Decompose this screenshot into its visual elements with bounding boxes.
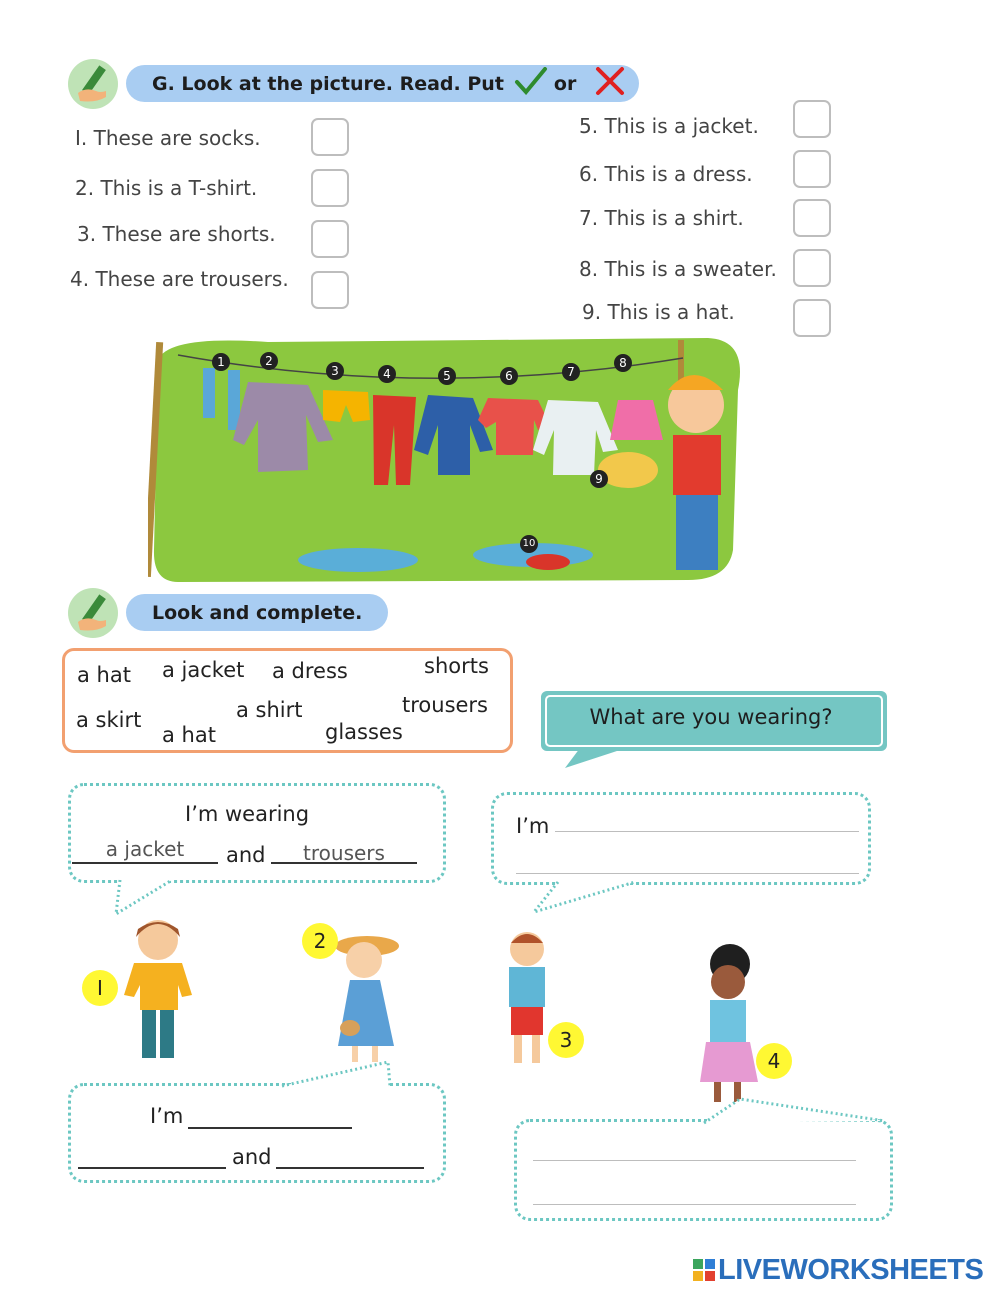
- bubble-1-blank-1: [72, 862, 218, 864]
- logo-mark-icon: [693, 1259, 715, 1281]
- logo-text: LIVEWORKSHEETS: [718, 1253, 984, 1286]
- answer-box-7[interactable]: [793, 199, 831, 237]
- picture-number-5: 5: [438, 367, 456, 385]
- bubble-2-text: I’m: [516, 814, 550, 838]
- word-bank-item: a skirt: [76, 708, 142, 732]
- picture-number-6: 6: [500, 367, 518, 385]
- word-bank-item: a dress: [272, 659, 348, 683]
- question-4: 4. These are trousers.: [70, 267, 289, 291]
- picture-number-4: 4: [378, 365, 396, 383]
- speech-bubble-2: [491, 792, 871, 885]
- check-icon: [514, 67, 548, 100]
- answer-box-4[interactable]: [311, 271, 349, 309]
- bubble-2-line-2[interactable]: [516, 873, 859, 874]
- word-bank-item: glasses: [325, 720, 403, 744]
- section-g-header: [126, 65, 639, 102]
- picture-number-7: 7: [562, 363, 580, 381]
- bubble-3-text: I’m: [150, 1104, 184, 1128]
- word-bank-item: shorts: [424, 654, 489, 678]
- bubble-4-line-1[interactable]: [533, 1160, 856, 1161]
- question-bubble: [540, 690, 888, 752]
- question-2: 2. This is a T-shirt.: [75, 176, 258, 200]
- answer-box-3[interactable]: [311, 220, 349, 258]
- kid-4-image: [692, 942, 762, 1107]
- bubble-4-line-2[interactable]: [533, 1204, 856, 1205]
- question-8: 8. This is a sweater.: [579, 257, 777, 281]
- picture-number-1: 1: [212, 353, 230, 371]
- speech-bubble-1-tail: [112, 878, 182, 918]
- pencil-icon: [68, 59, 118, 109]
- speech-bubble-1: [68, 783, 446, 883]
- speech-bubble-4: [514, 1119, 893, 1221]
- liveworksheets-logo: [693, 1254, 993, 1286]
- word-bank-item: a hat: [77, 663, 131, 687]
- answer-box-8[interactable]: [793, 249, 831, 287]
- question-7: 7. This is a shirt.: [579, 206, 744, 230]
- word-bank-item: a shirt: [236, 698, 303, 722]
- picture-number-2: 2: [260, 352, 278, 370]
- question-3: 3. These are shorts.: [77, 222, 276, 246]
- section-complete-header: [126, 594, 388, 631]
- speech-bubble-3-tail: [280, 1060, 400, 1090]
- bubble-3-blank-1[interactable]: [188, 1127, 352, 1129]
- question-9: 9. This is a hat.: [582, 300, 735, 324]
- answer-box-2[interactable]: [311, 169, 349, 207]
- kid-number-1: I: [82, 970, 118, 1006]
- bubble-2-line-1[interactable]: [555, 831, 859, 832]
- question-6: 6. This is a dress.: [579, 162, 753, 186]
- bubble-1-answer-1[interactable]: a jacket: [105, 837, 185, 861]
- word-bank-item: a hat: [162, 723, 216, 747]
- answer-box-5[interactable]: [793, 100, 831, 138]
- kid-number-2: 2: [302, 923, 338, 959]
- picture-number-3: 3: [326, 362, 344, 380]
- section-complete-title: Look and complete.: [152, 601, 363, 624]
- question-5: 5. This is a jacket.: [579, 114, 759, 138]
- clothesline-picture: [148, 330, 760, 585]
- pencil-icon: [68, 588, 118, 638]
- kid-1-image: [120, 915, 200, 1065]
- section-g-title: G. Look at the picture. Read. Put: [152, 72, 504, 95]
- bubble-1-and: and: [226, 843, 266, 867]
- bubble-1-blank-2: [271, 862, 417, 864]
- kid-3-image: [497, 925, 557, 1070]
- word-bank-item: trousers: [402, 693, 488, 717]
- kid-number-3: 3: [548, 1022, 584, 1058]
- word-bank-item: a jacket: [162, 658, 245, 682]
- picture-number-8: 8: [614, 354, 632, 372]
- bubble-1-text: I’m wearing: [185, 802, 310, 826]
- speech-bubble-4-tail: [700, 1095, 890, 1125]
- or-word: or: [553, 72, 577, 95]
- bubble-3-blank-3[interactable]: [276, 1167, 424, 1169]
- kid-number-4: 4: [756, 1043, 792, 1079]
- bubble-3-blank-2[interactable]: [78, 1167, 226, 1169]
- bubble-3-and: and: [232, 1145, 272, 1169]
- question-text: What are you wearing?: [589, 705, 833, 729]
- speech-bubble-2-tail: [530, 880, 640, 920]
- picture-number-10: 10: [520, 535, 538, 553]
- answer-box-6[interactable]: [793, 150, 831, 188]
- answer-box-1[interactable]: [311, 118, 349, 156]
- picture-number-9: 9: [590, 470, 608, 488]
- bubble-1-answer-2[interactable]: trousers: [303, 841, 385, 865]
- cross-icon: [594, 65, 626, 102]
- question-1: I. These are socks.: [75, 126, 261, 150]
- answer-box-9[interactable]: [793, 299, 831, 337]
